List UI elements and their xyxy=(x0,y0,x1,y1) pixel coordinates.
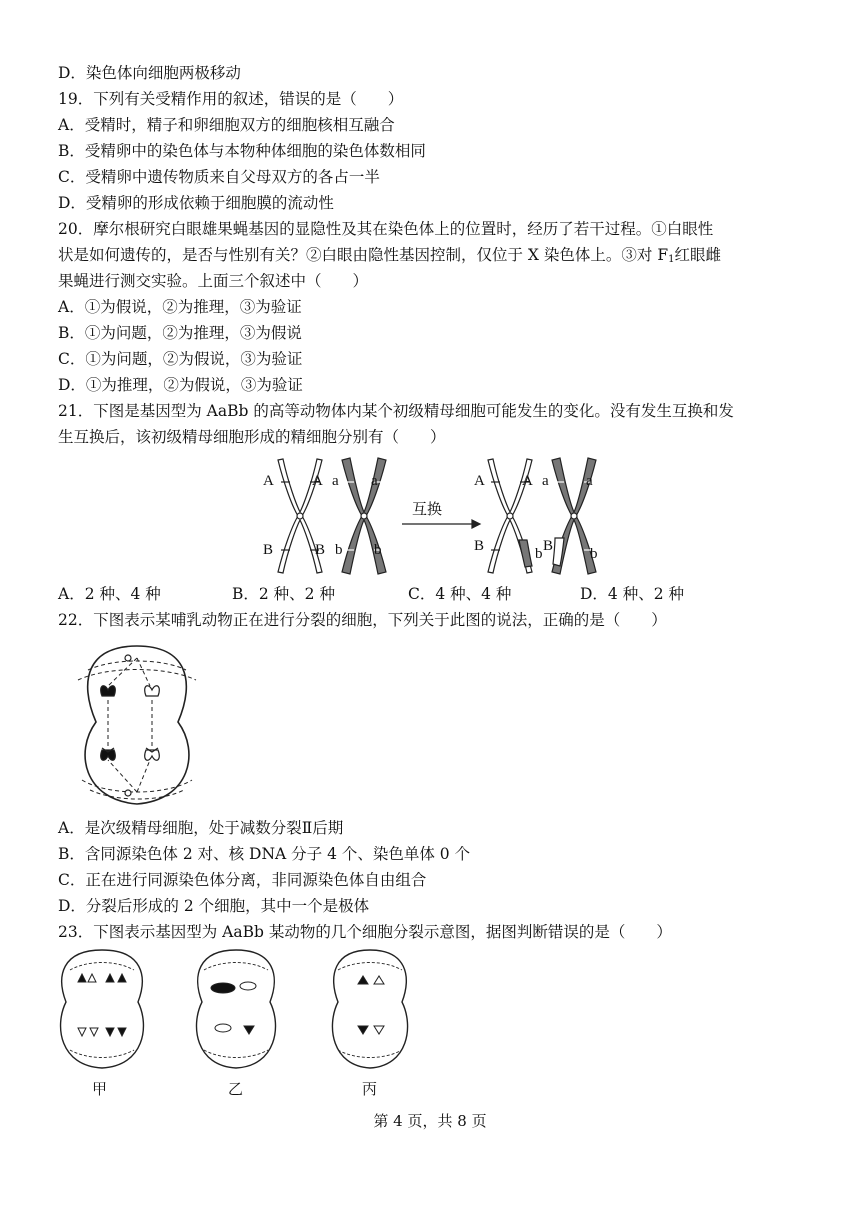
q19-option-b: B．受精卵中的染色体与本物种体细胞的染色体数相同 xyxy=(58,142,426,160)
label-B-2: B xyxy=(315,542,326,558)
label-a-2: a xyxy=(371,473,378,489)
label-B-1: B xyxy=(263,542,274,558)
label-B-4: B xyxy=(543,538,554,554)
label-b-3: b xyxy=(535,546,543,562)
q21-option-c: C．4 种、4 种 xyxy=(408,585,512,603)
q19-stem: 19．下列有关受精作用的叙述，错误的是（ ） xyxy=(58,90,404,108)
q20-stem-line2-text: 状是如何遗传的，是否与性别有关？②白眼由隐性基因控制，仅位于 X 染色体上。③对 F xyxy=(58,246,669,264)
q21-option-a: A．2 种、4 种 xyxy=(58,585,161,603)
q20-f1-subscript: 1 xyxy=(668,254,675,265)
q22-stem: 22．下图表示某哺乳动物正在进行分裂的细胞，下列关于此图的说法，正确的是（ ） xyxy=(58,611,667,629)
q21-option-b: B．2 种、2 种 xyxy=(232,585,335,603)
label-b-1: b xyxy=(335,542,343,558)
q20-stem-line1: 20．摩尔根研究白眼雄果蝇基因的显隐性及其在染色体上的位置时，经历了若干过程。①白眼性 xyxy=(58,220,714,238)
q20-option-a: A．①为假说，②为推理，③为验证 xyxy=(58,298,302,316)
label-A-4: A xyxy=(522,473,533,489)
cell-label-jia: 甲 xyxy=(92,1082,108,1098)
q21-chromosome-figure xyxy=(250,454,610,578)
q22-dividing-cell-figure xyxy=(58,640,216,810)
cell-label-yi: 乙 xyxy=(228,1082,244,1098)
q19-option-a: A．受精时，精子和卵细胞双方的细胞核相互融合 xyxy=(58,116,395,134)
label-b-2: b xyxy=(374,542,382,558)
page-footer: 第 4 页，共 8 页 xyxy=(373,1112,487,1130)
q20-option-b: B．①为问题，②为推理，③为假说 xyxy=(58,324,302,342)
q20-stem-line3: 果蝇进行测交实验。上面三个叙述中（ ） xyxy=(58,272,369,290)
label-a-1: a xyxy=(332,473,339,489)
q19-option-d: D．受精卵的形成依赖于细胞膜的流动性 xyxy=(58,194,334,212)
q22-option-c: C．正在进行同源染色体分离，非同源染色体自由组合 xyxy=(58,871,427,889)
crossover-arrow-label: 互换 xyxy=(412,502,443,518)
q22-option-d: D．分裂后形成的 2 个细胞，其中一个是极体 xyxy=(58,897,370,915)
label-a-3: a xyxy=(542,473,549,489)
label-a-4: a xyxy=(586,473,593,489)
q21-stem-line1: 21．下图是基因型为 AaBb 的高等动物体内某个初级精母细胞可能发生的变化。没有发生互换和发 xyxy=(58,402,734,420)
q21-options xyxy=(58,581,818,607)
q18-option-d: D．染色体向细胞两极移动 xyxy=(58,64,241,82)
q22-option-a: A．是次级精母细胞，处于减数分裂Ⅱ后期 xyxy=(58,819,344,837)
q21-stem-line2: 生互换后，该初级精母细胞形成的精细胞分别有（ ） xyxy=(58,428,446,446)
q23-cell-figures xyxy=(58,946,428,1102)
label-B-3: B xyxy=(474,538,485,554)
q20-option-c: C．①为问题，②为假说，③为验证 xyxy=(58,350,303,368)
cell-label-bing: 丙 xyxy=(362,1082,378,1098)
q21-option-d: D．4 种、2 种 xyxy=(580,585,685,603)
label-b-4: b xyxy=(590,546,598,562)
q20-stem-line2-end: 红眼雌 xyxy=(674,246,721,264)
q19-option-c: C．受精卵中遗传物质来自父母双方的各占一半 xyxy=(58,168,380,186)
label-A-1: A xyxy=(263,473,274,489)
q20-option-d: D．①为推理，②为假说，③为验证 xyxy=(58,376,303,394)
q23-stem: 23．下图表示基因型为 AaBb 某动物的几个细胞分裂示意图，据图判断错误的是（ ） xyxy=(58,923,672,941)
q22-option-b: B．含同源染色体 2 对、核 DNA 分子 4 个、染色单体 0 个 xyxy=(58,845,471,863)
label-A-3: A xyxy=(474,473,485,489)
label-A-2: A xyxy=(312,473,323,489)
